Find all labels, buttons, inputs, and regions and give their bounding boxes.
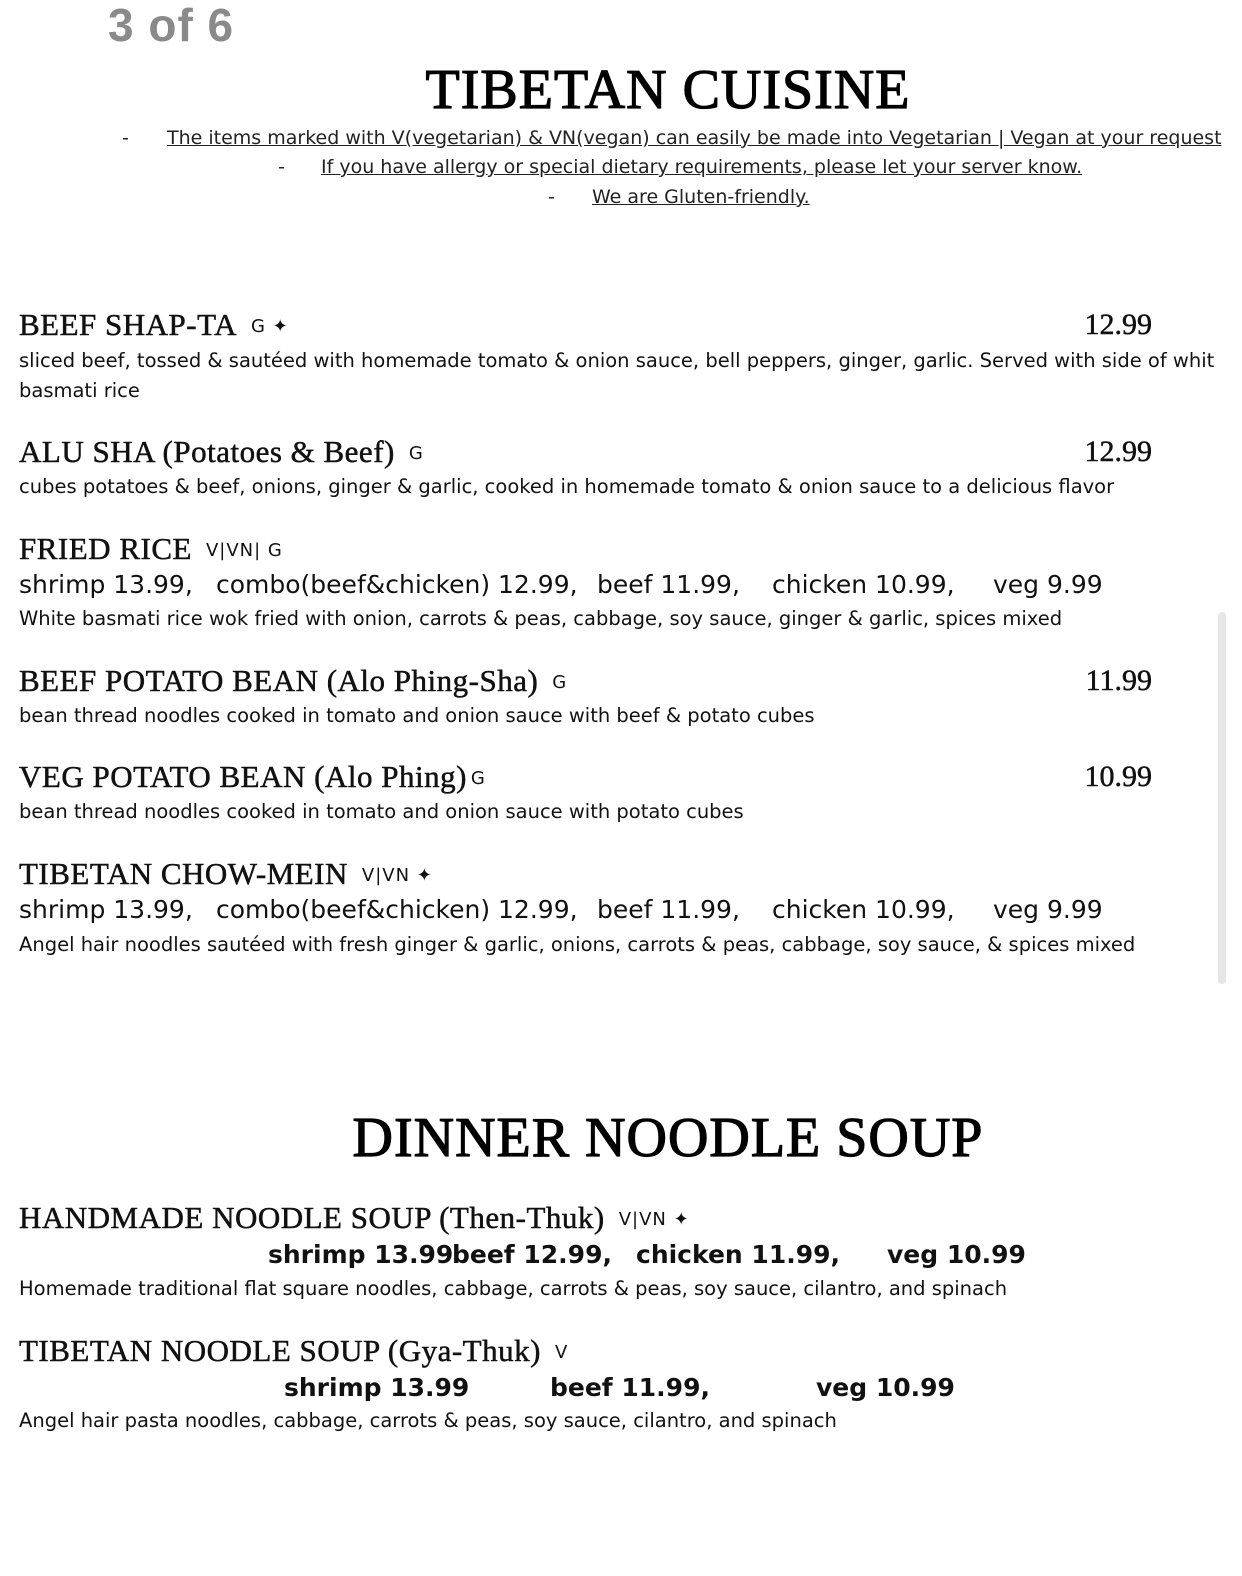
item-tags: G xyxy=(470,768,486,789)
item-name-tibetan-chow-mein: TIBETAN CHOW-MEIN V|VN ✦ xyxy=(19,856,433,891)
item-description: bean thread noodles cooked in tomato and onion sauce with potato cubes xyxy=(19,800,744,823)
item-description: Angel hair noodles sautéed with fresh ginger & garlic, onions, carrots & peas, cabbage, soy sauce, & spices mixed xyxy=(19,933,1136,956)
item-tags: G xyxy=(552,672,568,693)
item-name-fried-rice: FRIED RICE V|VN| G xyxy=(19,531,283,566)
item-tags: V|VN| G xyxy=(205,540,283,561)
scrollbar[interactable] xyxy=(1218,612,1226,984)
item-price: 12.99 xyxy=(1084,308,1152,341)
page-indicator: 3 of 6 xyxy=(108,0,235,51)
item-tags: G ✦ xyxy=(250,316,289,337)
item-description: Homemade traditional flat square noodles, cabbage, carrots & peas, soy sauce, cilantro, and spinach xyxy=(19,1277,1008,1300)
item-name-handmade-noodle-soup: HANDMADE NOODLE SOUP (Then-Thuk) V|VN ✦ xyxy=(19,1200,690,1235)
item-name-tibetan-noodle-soup: TIBETAN NOODLE SOUP (Gya-Thuk) V xyxy=(19,1333,569,1368)
item-tags: G xyxy=(408,443,424,464)
item-description: White basmati rice wok fried with onion, carrots & peas, cabbage, soy sauce, ginger & garlic, spices mixed xyxy=(19,607,1063,630)
item-description: bean thread noodles cooked in tomato and onion sauce with beef & potato cubes xyxy=(19,704,815,727)
item-tags: V|VN ✦ xyxy=(361,865,433,886)
item-price: 11.99 xyxy=(1085,664,1152,697)
item-description: cubes potatoes & beef, onions, ginger & garlic, cooked in homemade tomato & onion sauce to a delicious flavor xyxy=(19,475,1115,498)
tibetan-cuisine-title: TIBETAN CUISINE xyxy=(425,59,911,121)
dinner-noodle-soup-title: DINNER NOODLE SOUP xyxy=(352,1107,984,1169)
item-name-alu-sha: ALU SHA (Potatoes & Beef) G xyxy=(19,434,424,469)
item-tags: V|VN ✦ xyxy=(618,1209,690,1230)
item-price: 10.99 xyxy=(1084,760,1152,793)
item-name-beef-potato-bean: BEEF POTATO BEAN (Alo Phing-Sha) G xyxy=(19,663,568,698)
item-name-veg-potato-bean: VEG POTATO BEAN (Alo Phing) G xyxy=(19,759,486,794)
item-description: sliced beef, tossed & sautéed with homemade tomato & onion sauce, bell peppers, ginger, garlic. Served with side of whit basmati rice xyxy=(19,349,1215,402)
item-price: 12.99 xyxy=(1084,435,1152,468)
item-name-beef-shap-ta: BEEF SHAP-TA G ✦ xyxy=(19,307,289,342)
item-tags: V xyxy=(554,1342,569,1363)
item-description: Angel hair pasta noodles, cabbage, carrots & peas, soy sauce, cilantro, and spinach xyxy=(19,1409,837,1432)
